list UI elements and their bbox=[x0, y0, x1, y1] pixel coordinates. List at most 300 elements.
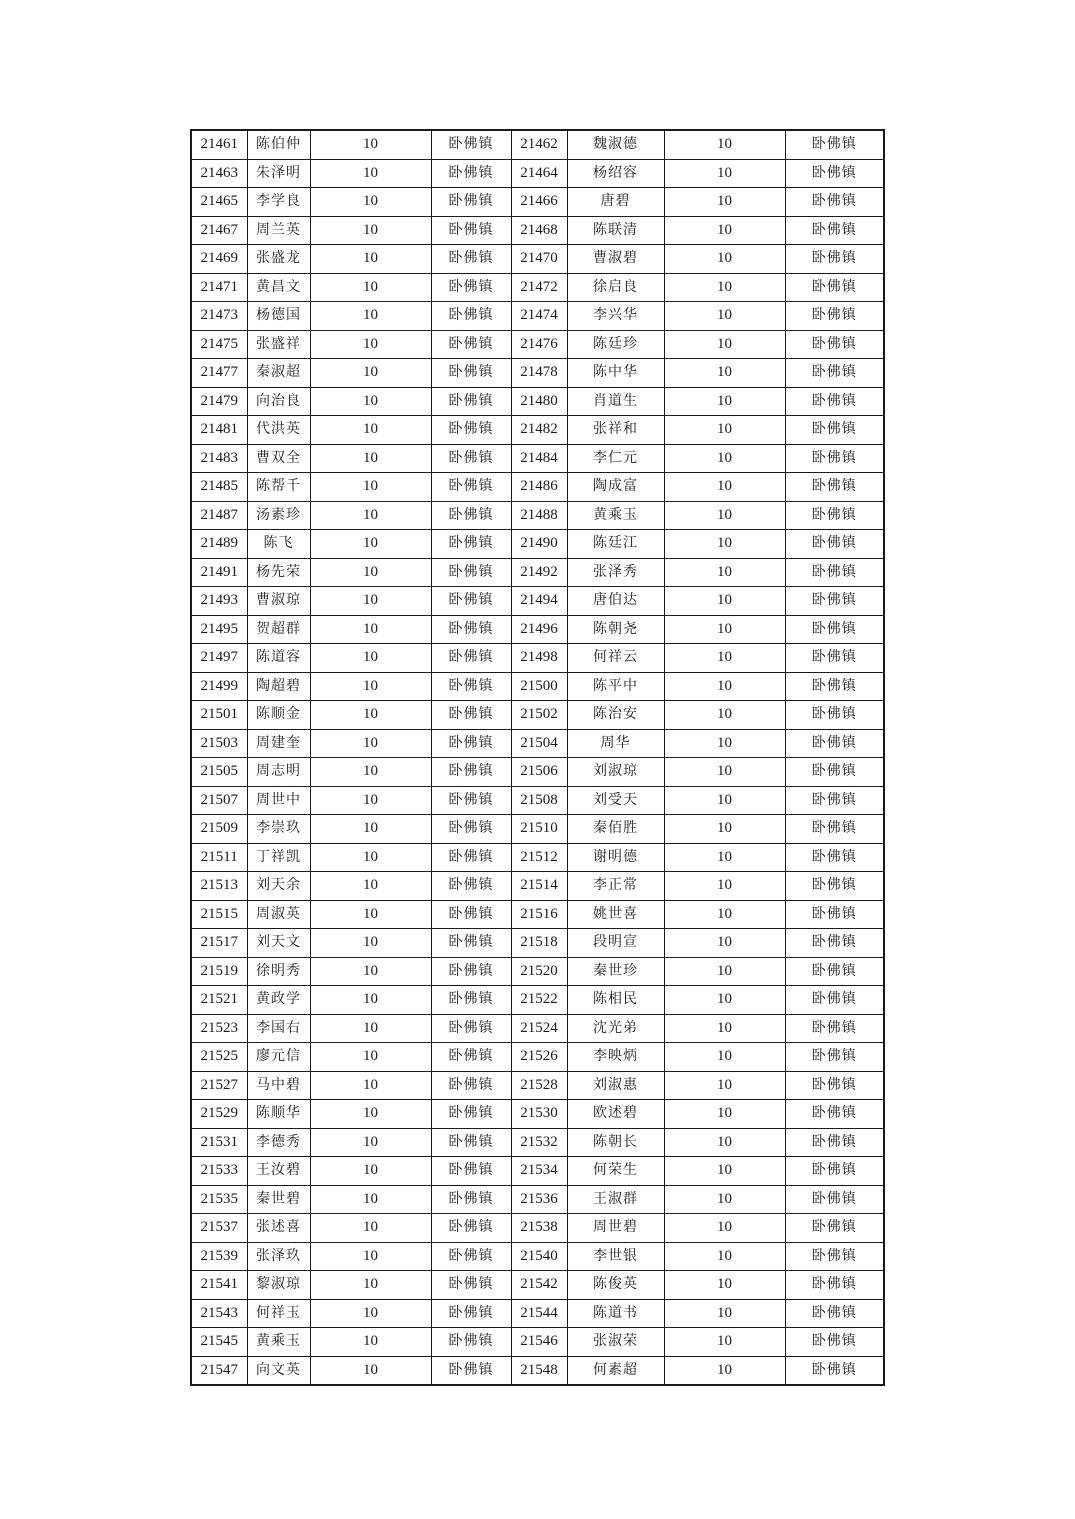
record-number-cell: 21510 bbox=[511, 815, 567, 844]
person-name-cell: 刘淑惠 bbox=[567, 1071, 664, 1100]
amount-cell: 10 bbox=[664, 957, 785, 986]
person-name-cell: 王淑群 bbox=[567, 1185, 664, 1214]
record-number-cell: 21547 bbox=[191, 1356, 247, 1385]
township-cell: 卧佛镇 bbox=[431, 302, 511, 331]
township-cell: 卧佛镇 bbox=[431, 273, 511, 302]
amount-cell: 10 bbox=[310, 1185, 431, 1214]
amount-cell: 10 bbox=[664, 758, 785, 787]
table-row bbox=[191, 815, 884, 844]
person-name-cell: 何荣生 bbox=[567, 1157, 664, 1186]
record-number-cell: 21476 bbox=[511, 330, 567, 359]
township-cell: 卧佛镇 bbox=[785, 273, 884, 302]
person-name-cell: 李国右 bbox=[247, 1014, 310, 1043]
record-number-cell: 21527 bbox=[191, 1071, 247, 1100]
record-number-cell: 21533 bbox=[191, 1157, 247, 1186]
table-row bbox=[191, 1214, 884, 1243]
amount-cell: 10 bbox=[664, 1328, 785, 1357]
township-cell: 卧佛镇 bbox=[431, 786, 511, 815]
person-name-cell: 陈平中 bbox=[567, 672, 664, 701]
record-number-cell: 21546 bbox=[511, 1328, 567, 1357]
person-name-cell: 周兰英 bbox=[247, 216, 310, 245]
record-number-cell: 21528 bbox=[511, 1071, 567, 1100]
record-number-cell: 21497 bbox=[191, 644, 247, 673]
record-number-cell: 21483 bbox=[191, 444, 247, 473]
amount-cell: 10 bbox=[310, 1014, 431, 1043]
table-row bbox=[191, 530, 884, 559]
record-number-cell: 21518 bbox=[511, 929, 567, 958]
record-number-cell: 21468 bbox=[511, 216, 567, 245]
person-name-cell: 刘淑琼 bbox=[567, 758, 664, 787]
township-cell: 卧佛镇 bbox=[431, 900, 511, 929]
person-name-cell: 刘天文 bbox=[247, 929, 310, 958]
record-number-cell: 21503 bbox=[191, 729, 247, 758]
record-number-cell: 21542 bbox=[511, 1271, 567, 1300]
amount-cell: 10 bbox=[310, 701, 431, 730]
record-number-cell: 21475 bbox=[191, 330, 247, 359]
township-cell: 卧佛镇 bbox=[785, 1185, 884, 1214]
person-name-cell: 张泽秀 bbox=[567, 558, 664, 587]
record-number-cell: 21477 bbox=[191, 359, 247, 388]
record-number-cell: 21467 bbox=[191, 216, 247, 245]
township-cell: 卧佛镇 bbox=[785, 159, 884, 188]
person-name-cell: 马中碧 bbox=[247, 1071, 310, 1100]
record-number-cell: 21523 bbox=[191, 1014, 247, 1043]
person-name-cell: 陈帮千 bbox=[247, 473, 310, 502]
record-number-cell: 21480 bbox=[511, 387, 567, 416]
person-name-cell: 肖道生 bbox=[567, 387, 664, 416]
person-name-cell: 丁祥凯 bbox=[247, 843, 310, 872]
township-cell: 卧佛镇 bbox=[431, 1214, 511, 1243]
person-name-cell: 周华 bbox=[567, 729, 664, 758]
amount-cell: 10 bbox=[664, 302, 785, 331]
township-cell: 卧佛镇 bbox=[785, 815, 884, 844]
person-name-cell: 黄昌文 bbox=[247, 273, 310, 302]
record-number-cell: 21520 bbox=[511, 957, 567, 986]
person-name-cell: 陈治安 bbox=[567, 701, 664, 730]
person-name-cell: 张淑荣 bbox=[567, 1328, 664, 1357]
table-row bbox=[191, 1271, 884, 1300]
record-number-cell: 21508 bbox=[511, 786, 567, 815]
person-name-cell: 陈顺金 bbox=[247, 701, 310, 730]
township-cell: 卧佛镇 bbox=[785, 1043, 884, 1072]
amount-cell: 10 bbox=[664, 130, 785, 159]
township-cell: 卧佛镇 bbox=[431, 872, 511, 901]
person-name-cell: 陈相民 bbox=[567, 986, 664, 1015]
person-name-cell: 李仁元 bbox=[567, 444, 664, 473]
table-row bbox=[191, 1043, 884, 1072]
amount-cell: 10 bbox=[310, 1100, 431, 1129]
amount-cell: 10 bbox=[664, 359, 785, 388]
record-number-cell: 21464 bbox=[511, 159, 567, 188]
amount-cell: 10 bbox=[310, 1071, 431, 1100]
person-name-cell: 曹淑琼 bbox=[247, 587, 310, 616]
amount-cell: 10 bbox=[310, 1157, 431, 1186]
township-cell: 卧佛镇 bbox=[785, 843, 884, 872]
township-cell: 卧佛镇 bbox=[431, 1242, 511, 1271]
township-cell: 卧佛镇 bbox=[431, 986, 511, 1015]
township-cell: 卧佛镇 bbox=[785, 473, 884, 502]
person-name-cell: 汤素珍 bbox=[247, 501, 310, 530]
record-number-cell: 21504 bbox=[511, 729, 567, 758]
township-cell: 卧佛镇 bbox=[785, 330, 884, 359]
record-number-cell: 21537 bbox=[191, 1214, 247, 1243]
amount-cell: 10 bbox=[664, 245, 785, 274]
township-cell: 卧佛镇 bbox=[431, 387, 511, 416]
person-name-cell: 陈廷珍 bbox=[567, 330, 664, 359]
record-number-cell: 21472 bbox=[511, 273, 567, 302]
person-name-cell: 陈道容 bbox=[247, 644, 310, 673]
amount-cell: 10 bbox=[664, 1100, 785, 1129]
person-name-cell: 陈联清 bbox=[567, 216, 664, 245]
person-name-cell: 陶成富 bbox=[567, 473, 664, 502]
person-name-cell: 沈光弟 bbox=[567, 1014, 664, 1043]
record-number-cell: 21538 bbox=[511, 1214, 567, 1243]
person-name-cell: 李崇玖 bbox=[247, 815, 310, 844]
table-row bbox=[191, 188, 884, 217]
record-number-cell: 21522 bbox=[511, 986, 567, 1015]
township-cell: 卧佛镇 bbox=[785, 302, 884, 331]
table-row bbox=[191, 872, 884, 901]
township-cell: 卧佛镇 bbox=[785, 1014, 884, 1043]
amount-cell: 10 bbox=[310, 957, 431, 986]
amount-cell: 10 bbox=[664, 216, 785, 245]
township-cell: 卧佛镇 bbox=[431, 1100, 511, 1129]
record-number-cell: 21491 bbox=[191, 558, 247, 587]
record-number-cell: 21536 bbox=[511, 1185, 567, 1214]
amount-cell: 10 bbox=[310, 530, 431, 559]
table-row bbox=[191, 986, 884, 1015]
record-number-cell: 21485 bbox=[191, 473, 247, 502]
person-name-cell: 秦世碧 bbox=[247, 1185, 310, 1214]
table-row bbox=[191, 558, 884, 587]
amount-cell: 10 bbox=[664, 929, 785, 958]
amount-cell: 10 bbox=[310, 1299, 431, 1328]
township-cell: 卧佛镇 bbox=[431, 558, 511, 587]
record-number-cell: 21507 bbox=[191, 786, 247, 815]
record-number-cell: 21534 bbox=[511, 1157, 567, 1186]
record-number-cell: 21478 bbox=[511, 359, 567, 388]
amount-cell: 10 bbox=[664, 872, 785, 901]
table-row bbox=[191, 1299, 884, 1328]
record-number-cell: 21539 bbox=[191, 1242, 247, 1271]
table-row bbox=[191, 672, 884, 701]
amount-cell: 10 bbox=[310, 929, 431, 958]
person-name-cell: 欧述碧 bbox=[567, 1100, 664, 1129]
person-name-cell: 陶超碧 bbox=[247, 672, 310, 701]
amount-cell: 10 bbox=[310, 387, 431, 416]
amount-cell: 10 bbox=[310, 245, 431, 274]
township-cell: 卧佛镇 bbox=[431, 1185, 511, 1214]
record-number-cell: 21506 bbox=[511, 758, 567, 787]
roster-body bbox=[191, 130, 884, 1385]
township-cell: 卧佛镇 bbox=[785, 900, 884, 929]
record-number-cell: 21516 bbox=[511, 900, 567, 929]
township-cell: 卧佛镇 bbox=[431, 1071, 511, 1100]
table-row bbox=[191, 615, 884, 644]
table-row bbox=[191, 701, 884, 730]
record-number-cell: 21474 bbox=[511, 302, 567, 331]
township-cell: 卧佛镇 bbox=[785, 701, 884, 730]
township-cell: 卧佛镇 bbox=[785, 1071, 884, 1100]
record-number-cell: 21463 bbox=[191, 159, 247, 188]
table-row bbox=[191, 273, 884, 302]
record-number-cell: 21530 bbox=[511, 1100, 567, 1129]
person-name-cell: 李兴华 bbox=[567, 302, 664, 331]
township-cell: 卧佛镇 bbox=[785, 672, 884, 701]
person-name-cell: 秦佰胜 bbox=[567, 815, 664, 844]
amount-cell: 10 bbox=[310, 1242, 431, 1271]
person-name-cell: 杨先荣 bbox=[247, 558, 310, 587]
record-number-cell: 21544 bbox=[511, 1299, 567, 1328]
amount-cell: 10 bbox=[310, 1128, 431, 1157]
record-number-cell: 21505 bbox=[191, 758, 247, 787]
amount-cell: 10 bbox=[310, 872, 431, 901]
table-row bbox=[191, 900, 884, 929]
person-name-cell: 杨德国 bbox=[247, 302, 310, 331]
township-cell: 卧佛镇 bbox=[785, 530, 884, 559]
amount-cell: 10 bbox=[664, 701, 785, 730]
amount-cell: 10 bbox=[664, 1356, 785, 1385]
township-cell: 卧佛镇 bbox=[431, 473, 511, 502]
record-number-cell: 21479 bbox=[191, 387, 247, 416]
township-cell: 卧佛镇 bbox=[785, 615, 884, 644]
township-cell: 卧佛镇 bbox=[431, 815, 511, 844]
amount-cell: 10 bbox=[664, 473, 785, 502]
amount-cell: 10 bbox=[664, 387, 785, 416]
record-number-cell: 21471 bbox=[191, 273, 247, 302]
person-name-cell: 李世银 bbox=[567, 1242, 664, 1271]
record-number-cell: 21493 bbox=[191, 587, 247, 616]
person-name-cell: 刘天余 bbox=[247, 872, 310, 901]
record-number-cell: 21540 bbox=[511, 1242, 567, 1271]
person-name-cell: 周建奎 bbox=[247, 729, 310, 758]
township-cell: 卧佛镇 bbox=[431, 729, 511, 758]
township-cell: 卧佛镇 bbox=[785, 130, 884, 159]
amount-cell: 10 bbox=[664, 615, 785, 644]
person-name-cell: 陈飞 bbox=[247, 530, 310, 559]
amount-cell: 10 bbox=[310, 758, 431, 787]
person-name-cell: 陈中华 bbox=[567, 359, 664, 388]
table-row bbox=[191, 501, 884, 530]
amount-cell: 10 bbox=[664, 786, 785, 815]
record-number-cell: 21548 bbox=[511, 1356, 567, 1385]
township-cell: 卧佛镇 bbox=[431, 330, 511, 359]
township-cell: 卧佛镇 bbox=[785, 957, 884, 986]
record-number-cell: 21492 bbox=[511, 558, 567, 587]
person-name-cell: 陈朝尧 bbox=[567, 615, 664, 644]
record-number-cell: 21499 bbox=[191, 672, 247, 701]
table-row bbox=[191, 1100, 884, 1129]
township-cell: 卧佛镇 bbox=[785, 929, 884, 958]
township-cell: 卧佛镇 bbox=[785, 1242, 884, 1271]
township-cell: 卧佛镇 bbox=[431, 1328, 511, 1357]
person-name-cell: 徐明秀 bbox=[247, 957, 310, 986]
township-cell: 卧佛镇 bbox=[785, 558, 884, 587]
person-name-cell: 朱泽明 bbox=[247, 159, 310, 188]
amount-cell: 10 bbox=[310, 587, 431, 616]
person-name-cell: 何素超 bbox=[567, 1356, 664, 1385]
township-cell: 卧佛镇 bbox=[785, 986, 884, 1015]
township-cell: 卧佛镇 bbox=[785, 245, 884, 274]
record-number-cell: 21465 bbox=[191, 188, 247, 217]
amount-cell: 10 bbox=[664, 815, 785, 844]
record-number-cell: 21494 bbox=[511, 587, 567, 616]
amount-cell: 10 bbox=[310, 786, 431, 815]
person-name-cell: 陈俊英 bbox=[567, 1271, 664, 1300]
person-name-cell: 李映炳 bbox=[567, 1043, 664, 1072]
amount-cell: 10 bbox=[310, 330, 431, 359]
amount-cell: 10 bbox=[310, 900, 431, 929]
record-number-cell: 21513 bbox=[191, 872, 247, 901]
record-number-cell: 21469 bbox=[191, 245, 247, 274]
amount-cell: 10 bbox=[310, 273, 431, 302]
table-row bbox=[191, 1185, 884, 1214]
person-name-cell: 周世中 bbox=[247, 786, 310, 815]
amount-cell: 10 bbox=[664, 729, 785, 758]
table-row bbox=[191, 786, 884, 815]
amount-cell: 10 bbox=[664, 672, 785, 701]
record-number-cell: 21531 bbox=[191, 1128, 247, 1157]
amount-cell: 10 bbox=[664, 843, 785, 872]
township-cell: 卧佛镇 bbox=[431, 530, 511, 559]
person-name-cell: 陈顺华 bbox=[247, 1100, 310, 1129]
amount-cell: 10 bbox=[664, 1014, 785, 1043]
record-number-cell: 21511 bbox=[191, 843, 247, 872]
amount-cell: 10 bbox=[310, 986, 431, 1015]
record-number-cell: 21473 bbox=[191, 302, 247, 331]
table-row bbox=[191, 130, 884, 159]
record-number-cell: 21490 bbox=[511, 530, 567, 559]
township-cell: 卧佛镇 bbox=[785, 444, 884, 473]
table-row bbox=[191, 1157, 884, 1186]
person-name-cell: 张祥和 bbox=[567, 416, 664, 445]
amount-cell: 10 bbox=[310, 615, 431, 644]
person-name-cell: 魏淑德 bbox=[567, 130, 664, 159]
township-cell: 卧佛镇 bbox=[431, 1271, 511, 1300]
amount-cell: 10 bbox=[310, 729, 431, 758]
person-name-cell: 唐碧 bbox=[567, 188, 664, 217]
township-cell: 卧佛镇 bbox=[431, 1356, 511, 1385]
township-cell: 卧佛镇 bbox=[431, 1014, 511, 1043]
amount-cell: 10 bbox=[310, 359, 431, 388]
township-cell: 卧佛镇 bbox=[431, 188, 511, 217]
person-name-cell: 黎淑琼 bbox=[247, 1271, 310, 1300]
record-number-cell: 21526 bbox=[511, 1043, 567, 1072]
record-number-cell: 21470 bbox=[511, 245, 567, 274]
amount-cell: 10 bbox=[664, 1128, 785, 1157]
township-cell: 卧佛镇 bbox=[785, 387, 884, 416]
record-number-cell: 21482 bbox=[511, 416, 567, 445]
township-cell: 卧佛镇 bbox=[431, 216, 511, 245]
table-row bbox=[191, 1328, 884, 1357]
record-number-cell: 21489 bbox=[191, 530, 247, 559]
person-name-cell: 杨绍容 bbox=[567, 159, 664, 188]
amount-cell: 10 bbox=[310, 416, 431, 445]
person-name-cell: 张盛龙 bbox=[247, 245, 310, 274]
amount-cell: 10 bbox=[664, 644, 785, 673]
amount-cell: 10 bbox=[664, 1214, 785, 1243]
township-cell: 卧佛镇 bbox=[785, 758, 884, 787]
record-number-cell: 21481 bbox=[191, 416, 247, 445]
record-number-cell: 21525 bbox=[191, 1043, 247, 1072]
township-cell: 卧佛镇 bbox=[785, 1214, 884, 1243]
amount-cell: 10 bbox=[310, 473, 431, 502]
person-name-cell: 秦淑超 bbox=[247, 359, 310, 388]
township-cell: 卧佛镇 bbox=[431, 758, 511, 787]
amount-cell: 10 bbox=[664, 558, 785, 587]
township-cell: 卧佛镇 bbox=[431, 1157, 511, 1186]
record-number-cell: 21498 bbox=[511, 644, 567, 673]
township-cell: 卧佛镇 bbox=[785, 729, 884, 758]
amount-cell: 10 bbox=[310, 130, 431, 159]
township-cell: 卧佛镇 bbox=[431, 1043, 511, 1072]
roster-table bbox=[190, 129, 885, 1386]
township-cell: 卧佛镇 bbox=[785, 501, 884, 530]
township-cell: 卧佛镇 bbox=[431, 672, 511, 701]
person-name-cell: 刘受天 bbox=[567, 786, 664, 815]
township-cell: 卧佛镇 bbox=[431, 644, 511, 673]
person-name-cell: 黄乘玉 bbox=[247, 1328, 310, 1357]
table-row bbox=[191, 359, 884, 388]
township-cell: 卧佛镇 bbox=[785, 188, 884, 217]
township-cell: 卧佛镇 bbox=[431, 1128, 511, 1157]
amount-cell: 10 bbox=[664, 530, 785, 559]
township-cell: 卧佛镇 bbox=[785, 1299, 884, 1328]
record-number-cell: 21466 bbox=[511, 188, 567, 217]
person-name-cell: 周志明 bbox=[247, 758, 310, 787]
amount-cell: 10 bbox=[664, 1043, 785, 1072]
person-name-cell: 陈道书 bbox=[567, 1299, 664, 1328]
person-name-cell: 李学良 bbox=[247, 188, 310, 217]
person-name-cell: 王汝碧 bbox=[247, 1157, 310, 1186]
township-cell: 卧佛镇 bbox=[785, 216, 884, 245]
person-name-cell: 张盛祥 bbox=[247, 330, 310, 359]
amount-cell: 10 bbox=[310, 1356, 431, 1385]
amount-cell: 10 bbox=[310, 815, 431, 844]
table-row bbox=[191, 245, 884, 274]
amount-cell: 10 bbox=[664, 900, 785, 929]
record-number-cell: 21502 bbox=[511, 701, 567, 730]
person-name-cell: 李德秀 bbox=[247, 1128, 310, 1157]
record-number-cell: 21462 bbox=[511, 130, 567, 159]
table-row bbox=[191, 1014, 884, 1043]
table-row bbox=[191, 929, 884, 958]
township-cell: 卧佛镇 bbox=[785, 1157, 884, 1186]
amount-cell: 10 bbox=[664, 444, 785, 473]
township-cell: 卧佛镇 bbox=[785, 1100, 884, 1129]
record-number-cell: 21529 bbox=[191, 1100, 247, 1129]
person-name-cell: 周世碧 bbox=[567, 1214, 664, 1243]
record-number-cell: 21521 bbox=[191, 986, 247, 1015]
amount-cell: 10 bbox=[664, 1242, 785, 1271]
township-cell: 卧佛镇 bbox=[431, 359, 511, 388]
amount-cell: 10 bbox=[664, 1299, 785, 1328]
township-cell: 卧佛镇 bbox=[431, 843, 511, 872]
person-name-cell: 陈廷江 bbox=[567, 530, 664, 559]
amount-cell: 10 bbox=[664, 1185, 785, 1214]
person-name-cell: 向文英 bbox=[247, 1356, 310, 1385]
amount-cell: 10 bbox=[310, 1328, 431, 1357]
table-row bbox=[191, 416, 884, 445]
amount-cell: 10 bbox=[664, 1271, 785, 1300]
table-row bbox=[191, 644, 884, 673]
township-cell: 卧佛镇 bbox=[785, 416, 884, 445]
table-row bbox=[191, 387, 884, 416]
amount-cell: 10 bbox=[664, 501, 785, 530]
person-name-cell: 何祥云 bbox=[567, 644, 664, 673]
table-row bbox=[191, 1242, 884, 1271]
table-row bbox=[191, 843, 884, 872]
